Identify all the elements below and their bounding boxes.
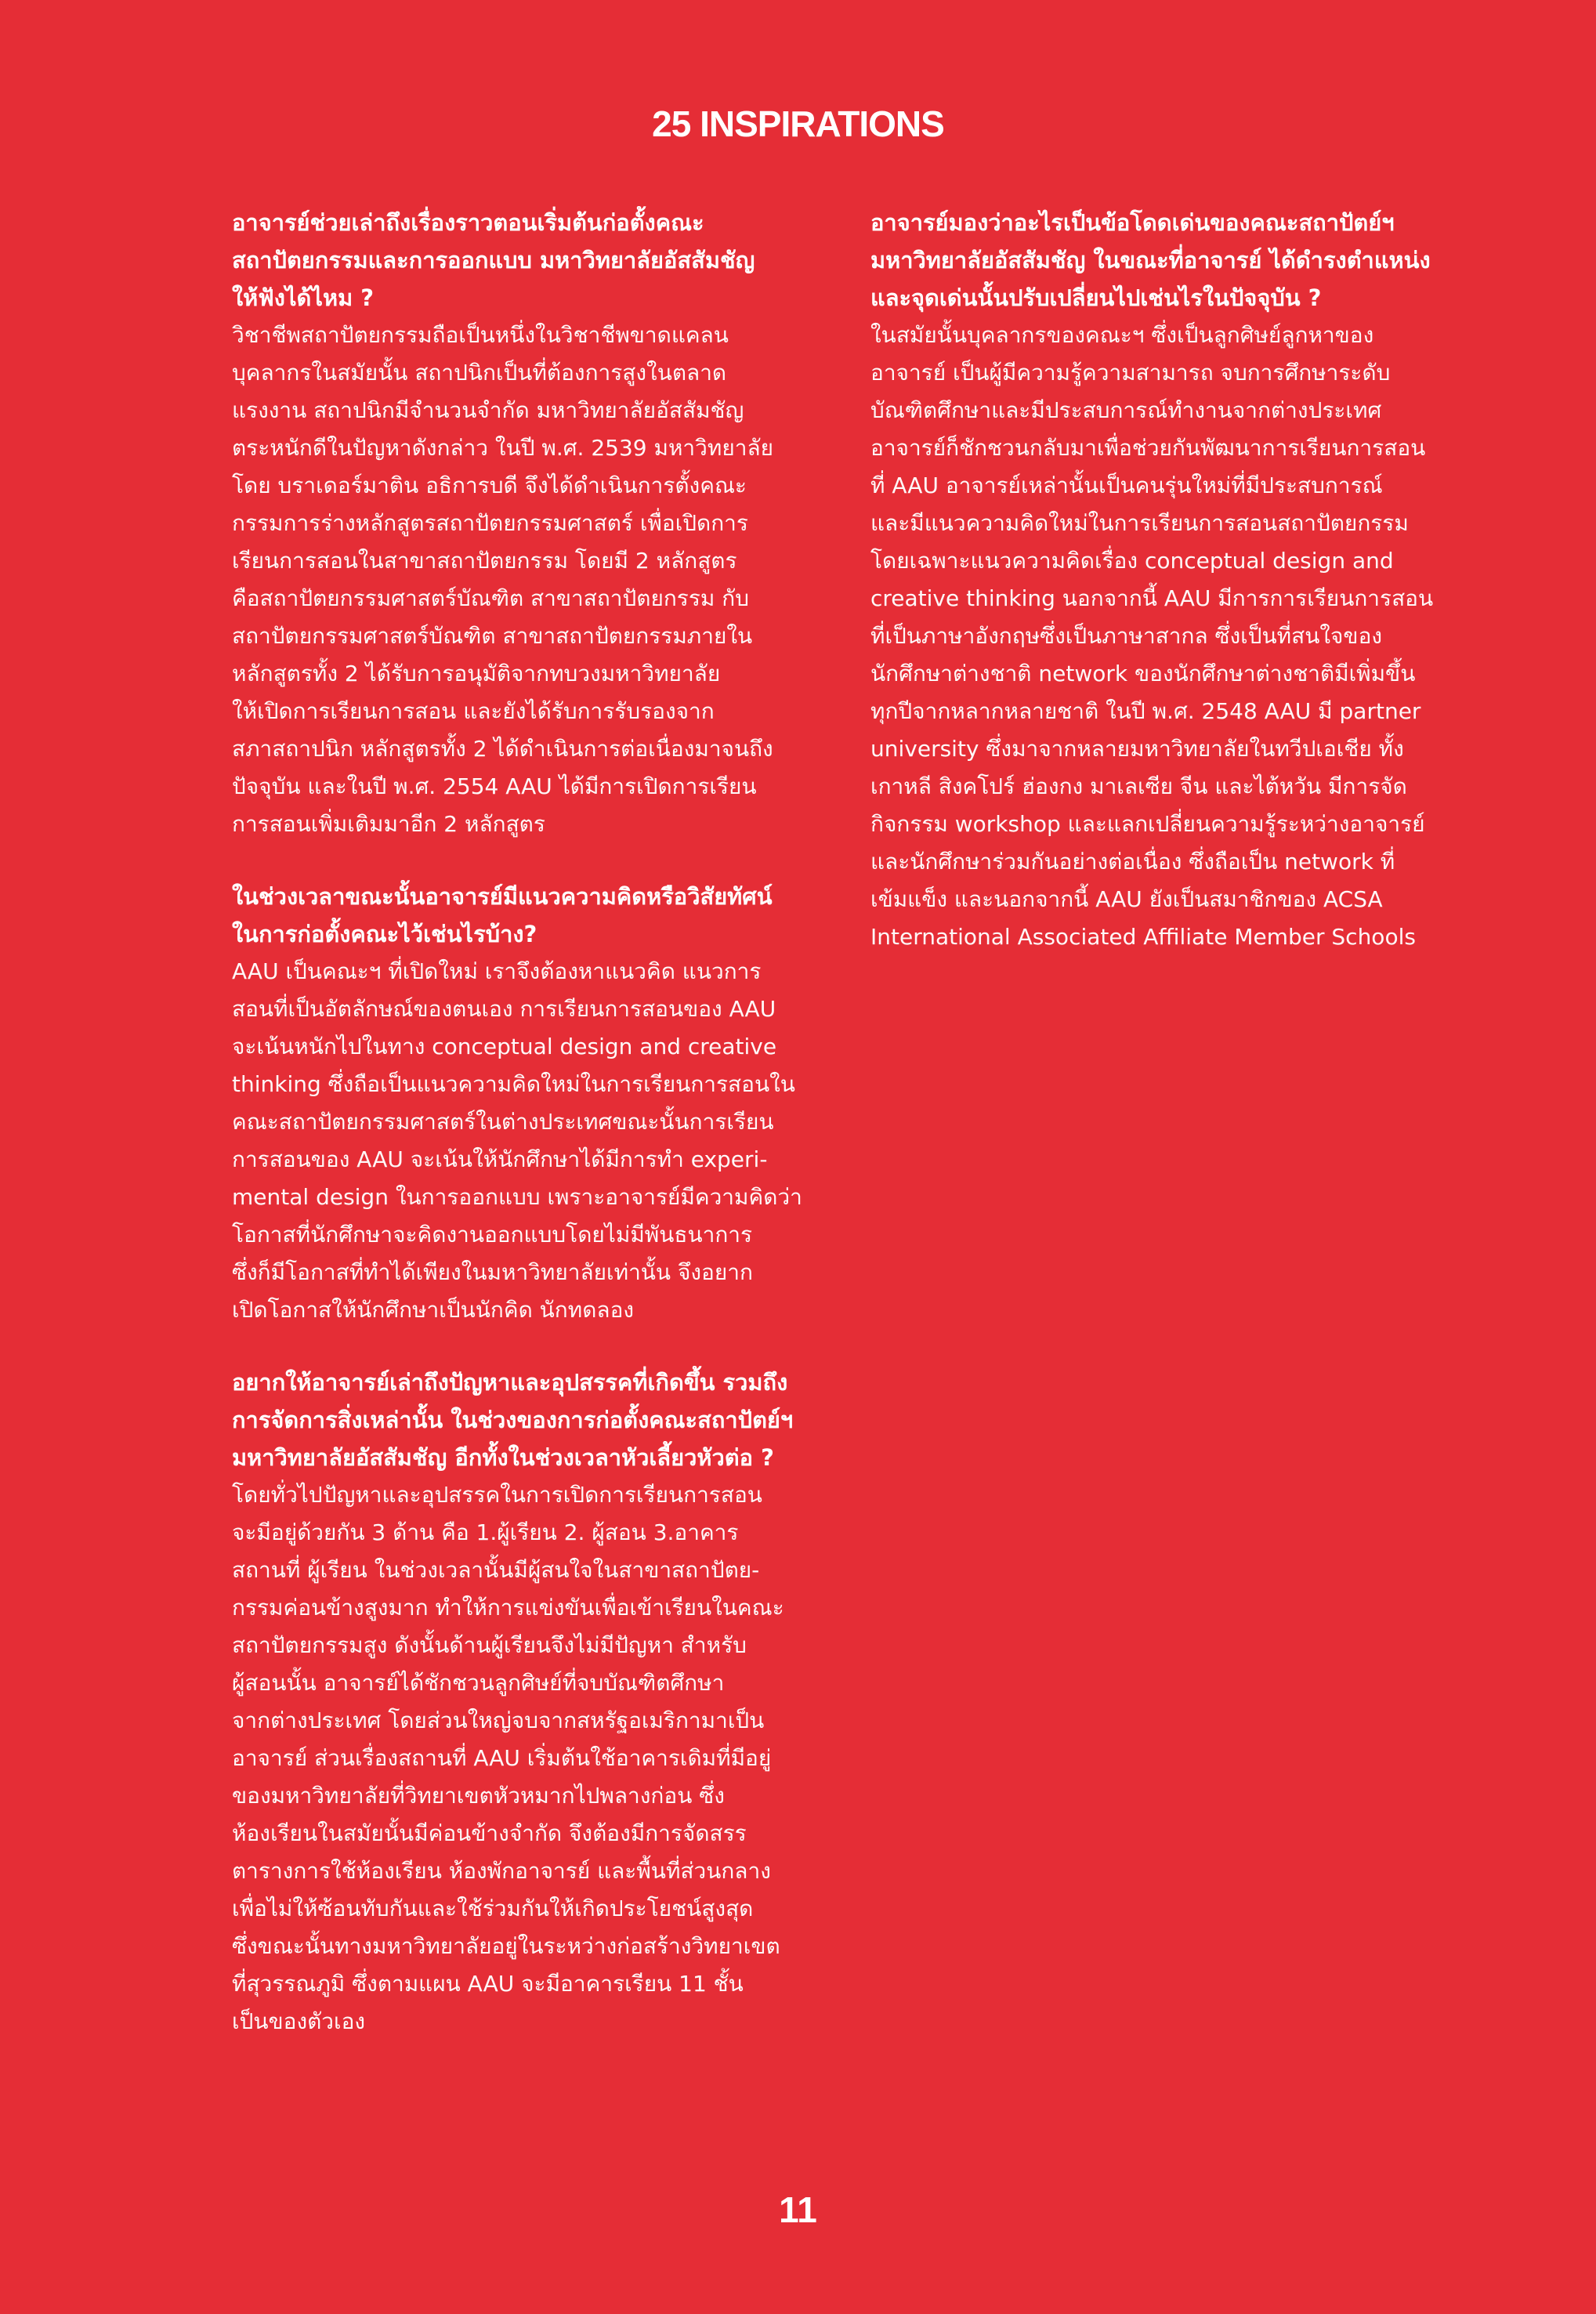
question-line: อาจารย์มองว่าอะไรเป็นข้อโดดเด่นของคณะสถาปัตย์ฯ (870, 209, 1395, 236)
page-number: 11 (779, 2189, 817, 2230)
answer-line: โอกาสที่นักศึกษาจะคิดงานออกแบบโดยไม่มีพันธนาการ (232, 1222, 753, 1248)
answer-line: อาจารย์ ส่วนเรื่องสถานที่ AAU เริ่มต้นใช้อาคารเดิมที่มีอยู่ (232, 1745, 772, 1771)
answer-line: อาจารย์ เป็นผู้มีความรู้ความสามารถ จบการศึกษาระดับ (870, 360, 1391, 386)
answer-line: ที่เป็นภาษาอังกฤษซึ่งเป็นภาษาสากล ซึ่งเป็นที่สนใจของ (870, 623, 1383, 649)
answer-line: mental design ในการออกแบบ เพราะอาจารย์มีความคิดว่า (232, 1184, 802, 1210)
question-line: อาจารย์ช่วยเล่าถึงเรื่องราวตอนเริ่มต้นก่อตั้งคณะ (232, 209, 704, 236)
qa-block-vision (232, 878, 843, 1329)
answer-line: อาจารย์ก็ชักชวนกลับมาเพื่อช่วยกันพัฒนาการเรียนการสอน (870, 435, 1426, 461)
answer-line: กิจกรรม workshop และแลกเปลี่ยนความรู้ระหว่างอาจารย์ (870, 811, 1425, 837)
answer-line: ที่สุวรรณภูมิ ซึ่งตามแผน AAU จะมีอาคารเรียน 11 ชั้น (232, 1971, 744, 1997)
question-line: ให้ฟังได้ไหม ? (232, 284, 375, 311)
answer-line: นักศึกษาต่างชาติ network ของนักศึกษาต่างชาติมีเพิ่มขึ้น (870, 661, 1416, 686)
answer-line: university ซึ่งมาจากหลายมหาวิทยาลัยในทวีปเอเชีย ทั้ง (870, 736, 1404, 762)
qa-block-founding-story (232, 204, 843, 843)
answer-line: จากต่างประเทศ โดยส่วนใหญ่จบจากสหรัฐอเมริกามาเป็น (232, 1707, 765, 1733)
question-strengths (870, 204, 1482, 317)
question-line: การจัดการสิ่งเหล่านั้น ในช่วงของการก่อตั้งคณะสถาปัตย์ฯ (232, 1407, 794, 1433)
answer-obstacles (232, 1476, 843, 2041)
answer-line: สถานที่ ผู้เรียน ในช่วงเวลานั้นมีผู้สนใจในสาขาสถาปัตย- (232, 1557, 760, 1583)
answer-line: creative thinking นอกจากนี้ AAU มีการการเรียนการสอน (870, 585, 1434, 611)
question-line: ในช่วงเวลาขณะนั้นอาจารย์มีแนวความคิดหรือวิสัยทัศน์ (232, 883, 773, 910)
answer-line: จะเน้นหนักไปในทาง conceptual design and creative (232, 1034, 777, 1059)
answer-line: ปัจจุบัน และในปี พ.ศ. 2554 AAU ได้มีการเปิดการเรียน (232, 773, 757, 799)
answer-line: กรรมค่อนข้างสูงมาก ทำให้การแข่งขันเพื่อเข้าเรียนในคณะ (232, 1595, 784, 1621)
answer-line: แรงงาน สถาปนิกมีจำนวนจำกัด มหาวิทยาลัยอัสสัมชัญ (232, 397, 744, 423)
question-line: มหาวิทยาลัยอัสสัมชัญ อีกทั้งในช่วงเวลาหัวเลี้ยวหัวต่อ ? (232, 1444, 774, 1471)
qa-block-obstacles (232, 1363, 843, 2041)
answer-line: เรียนการสอนในสาขาสถาปัตยกรรม โดยมี 2 หลักสูตร (232, 548, 737, 574)
answer-line: เป็นของตัวเอง (232, 2008, 366, 2034)
answer-line: AAU เป็นคณะฯ ที่เปิดใหม่ เราจึงต้องหาแนวคิด แนวการ (232, 958, 762, 984)
answer-line: ผู้สอนนั้น อาจารย์ได้ชักชวนลูกศิษย์ที่จบบัณฑิตศึกษา (232, 1670, 725, 1696)
answer-line: บัณฑิตศึกษาและมีประสบการณ์ทำงานจากต่างประเทศ (870, 397, 1382, 423)
answer-line: ตระหนักดีในปัญหาดังกล่าว ในปี พ.ศ. 2539 มหาวิทยาลัย (232, 435, 774, 461)
question-vision (232, 878, 843, 953)
answer-line: เปิดโอกาสให้นักศึกษาเป็นนักคิด นักทดลอง (232, 1297, 635, 1323)
question-founding-story (232, 204, 843, 317)
answer-line: สถาปัตยกรรมศาสตร์บัณฑิต สาขาสถาปัตยกรรมภายใน (232, 623, 753, 649)
answer-line: สอนที่เป็นอัตลักษณ์ของตนเอง การเรียนการสอนของ AAU (232, 996, 776, 1022)
right-column (870, 204, 1482, 990)
left-column (232, 204, 843, 2075)
answer-vision (232, 953, 843, 1329)
answer-line: จะมีอยู่ด้วยกัน 3 ด้าน คือ 1.ผู้เรียน 2. ผู้สอน 3.อาคาร (232, 1519, 739, 1545)
answer-line: โดยทั่วไปปัญหาและอุปสรรคในการเปิดการเรียนการสอน (232, 1482, 762, 1508)
page-title: 25 INSPIRATIONS (652, 103, 944, 144)
answer-line: ทุกปีจากหลากหลายชาติ ในปี พ.ศ. 2548 AAU มี partner (870, 698, 1421, 724)
answer-line: ห้องเรียนในสมัยนั้นมีค่อนข้างจำกัด จึงต้องมีการจัดสรร (232, 1820, 747, 1846)
question-obstacles (232, 1363, 843, 1476)
question-line: อยากให้อาจารย์เล่าถึงปัญหาและอุปสรรคที่เกิดขึ้น รวมถึง (232, 1369, 788, 1396)
answer-line: คณะสถาปัตยกรรมศาสตร์ในต่างประเทศขณะนั้นการเรียน (232, 1109, 774, 1135)
answer-line: และนักศึกษาร่วมกันอย่างต่อเนื่อง ซึ่งถือเป็น network ที่ (870, 849, 1395, 875)
answer-line: thinking ซึ่งถือเป็นแนวความคิดใหม่ในการเรียนการสอนใน (232, 1071, 795, 1097)
question-line: และจุดเด่นนั้นปรับเปลี่ยนไปเช่นไรในปัจจุบัน ? (870, 284, 1322, 311)
answer-line: สภาสถาปนิก หลักสูตรทั้ง 2 ได้ดำเนินการต่อเนื่องมาจนถึง (232, 736, 773, 762)
answer-line: บุคลากรในสมัยนั้น สถาปนิกเป็นที่ต้องการสูงในตลาด (232, 360, 727, 386)
question-line: สถาปัตยกรรมและการออกแบบ มหาวิทยาลัยอัสสัมชัญ (232, 247, 755, 273)
answer-line: โดย บราเดอร์มาติน อธิการบดี จึงได้ดำเนินการตั้งคณะ (232, 473, 747, 498)
answer-line: การสอนเพิ่มเติมมาอีก 2 หลักสูตร (232, 811, 545, 837)
answer-line: กรรมการร่างหลักสูตรสถาปัตยกรรมศาสตร์ เพื่อเปิดการ (232, 510, 748, 536)
answer-line: ให้เปิดการเรียนการสอน และยังได้รับการรับรองจาก (232, 698, 715, 724)
answer-line: การสอนของ AAU จะเน้นให้นักศึกษาได้มีการทำ experi- (232, 1146, 768, 1172)
answer-line: หลักสูตรทั้ง 2 ได้รับการอนุมัติจากทบวงมหาวิทยาลัย (232, 661, 721, 686)
answer-line: ในสมัยนั้นบุคลากรของคณะฯ ซึ่งเป็นลูกศิษย์ลูกหาของ (870, 322, 1374, 348)
answer-line: สถาปัตยกรรมสูง ดังนั้นด้านผู้เรียนจึงไม่มีปัญหา สำหรับ (232, 1632, 747, 1658)
answer-line: เข้มแข็ง และนอกจากนี้ AAU ยังเป็นสมาชิกของ ACSA (870, 886, 1383, 912)
answer-line: คือสถาปัตยกรรมศาสตร์บัณฑิต สาขาสถาปัตยกรรม กับ (232, 585, 749, 611)
answer-line: วิชาชีพสถาปัตยกรรมถือเป็นหนึ่งในวิชาชีพขาดแคลน (232, 322, 729, 348)
answer-line: ของมหาวิทยาลัยที่วิทยาเขตหัวหมากไปพลางก่อน ซึ่ง (232, 1783, 725, 1809)
answer-line: ซึ่งขณะนั้นทางมหาวิทยาลัยอยู่ในระหว่างก่อสร้างวิทยาเขต (232, 1933, 780, 1959)
qa-block-strengths (870, 204, 1482, 956)
answer-line: โดยเฉพาะแนวความคิดเรื่อง conceptual design and (870, 548, 1394, 574)
answer-line: ตารางการใช้ห้องเรียน ห้องพักอาจารย์ และพื้นที่ส่วนกลาง (232, 1858, 771, 1884)
question-line: ในการก่อตั้งคณะไว้เช่นไรบ้าง? (232, 921, 537, 947)
answer-line: เพื่อไม่ให้ซ้อนทับกันและใช้ร่วมกันให้เกิดประโยชน์สูงสุด (232, 1896, 754, 1921)
question-line: มหาวิทยาลัยอัสสัมชัญ ในขณะที่อาจารย์ ได้ดำรงตำแหน่ง (870, 247, 1431, 273)
answer-line: International Associated Affiliate Member Schools (870, 924, 1416, 950)
answer-line: เกาหลี สิงคโปร์ ฮ่องกง มาเลเซีย จีน และไต้หวัน มีการจัด (870, 773, 1407, 799)
answer-line: ที่ AAU อาจารย์เหล่านั้นเป็นคนรุ่นใหม่ที่มีประสบการณ์ (870, 473, 1383, 498)
answer-line: ซึ่งก็มีโอกาสที่ทำได้เพียงในมหาวิทยาลัยเท่านั้น จึงอยาก (232, 1259, 753, 1285)
answer-line: และมีแนวความคิดใหม่ในการเรียนการสอนสถาปัตยกรรม (870, 510, 1409, 536)
answer-strengths (870, 317, 1482, 956)
answer-founding-story (232, 317, 843, 843)
